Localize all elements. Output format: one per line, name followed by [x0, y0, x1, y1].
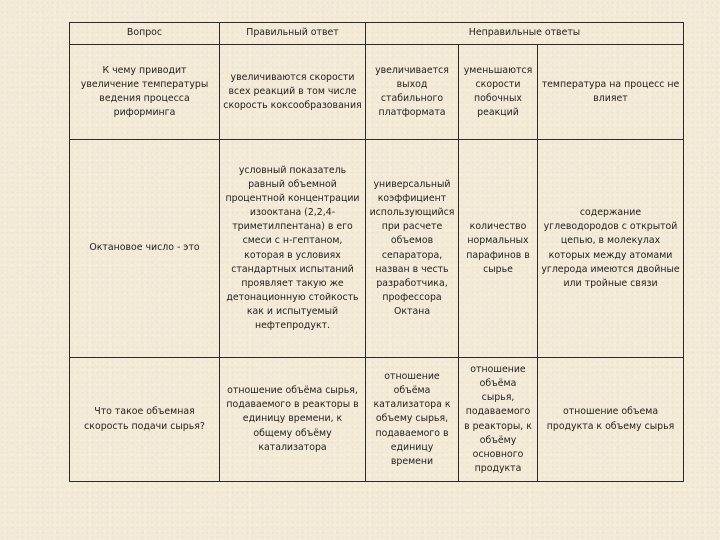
header-question-label: Вопрос [126, 27, 163, 39]
correct-answer-cell [220, 140, 366, 358]
correct-answer-text: увеличиваются скорости всех реакций в том числе скорость коксообразования [223, 71, 362, 112]
wrong-answer-cell [366, 140, 459, 358]
correct-answer-cell [220, 358, 366, 482]
header-wrong-answers [366, 23, 684, 45]
question-text: К чему приводит увеличение температуры ведения процесса риформинга [80, 64, 209, 119]
header-correct-answer-label: Правильный ответ [246, 27, 339, 39]
wrong-answer-cell [538, 140, 684, 358]
question-text: Что такое объемная скорость подачи сырья? [84, 406, 205, 432]
wrong-answer-cell [459, 358, 538, 482]
table-row [70, 358, 684, 482]
wrong-answer-text: уменьшаются скорости побочных реакций [463, 64, 533, 119]
table-row [70, 140, 684, 358]
wrong-answer-text: отношение объёма катализатора к объему сырья, подаваемого в единицу времени [373, 371, 451, 467]
wrong-answer-text: увеличивается выход стабильного платформата [375, 64, 449, 119]
question-text: Октановое число - это [89, 242, 200, 254]
table-row [70, 45, 684, 140]
question-cell [70, 358, 220, 482]
question-cell [70, 45, 220, 140]
wrong-answer-text: отношение объема продукта к объему сырья [546, 406, 675, 432]
correct-answer-text: условный показатель равный объемной процентной концентрации изооктана (2,2,4-триметилпентана) в его смеси с н-гептаном, которая в условиях стандартных испытаний проявляет такую же детонационную стойкость как и испытуемый нефтепродукт. [225, 164, 360, 332]
table-header-row [70, 23, 684, 45]
header-wrong-answers-label: Неправильные ответы [468, 27, 581, 39]
wrong-answer-cell [459, 45, 538, 140]
quiz-table [69, 22, 684, 482]
wrong-answer-text: универсальный коэффициент использующийся при расчете объемов сепаратора, назван в честь разработчика, профессора Октана [369, 178, 455, 317]
wrong-answer-cell [459, 140, 538, 358]
question-cell [70, 140, 220, 358]
wrong-answer-text: температура на процесс не влияет [541, 78, 680, 104]
header-question [70, 23, 220, 45]
wrong-answer-text: отношение объёма сырья, подаваемого в реакторы, к объёму основного продукта [464, 364, 532, 474]
wrong-answer-cell [538, 45, 684, 140]
wrong-answer-cell [366, 45, 459, 140]
wrong-answer-text: количество нормальных парафинов в сырье [466, 221, 530, 275]
correct-answer-cell [220, 45, 366, 140]
wrong-answer-cell [366, 358, 459, 482]
correct-answer-text: отношение объёма сырья, подаваемого в реакторы в единицу времени, к общему объёму катализатора [226, 385, 359, 453]
header-correct-answer [220, 23, 366, 45]
wrong-answer-cell [538, 358, 684, 482]
wrong-answer-text: содержание углеводородов с открытой цепью, в молекулах которых между атомами углерода имеются двойные или тройные связи [541, 207, 680, 289]
